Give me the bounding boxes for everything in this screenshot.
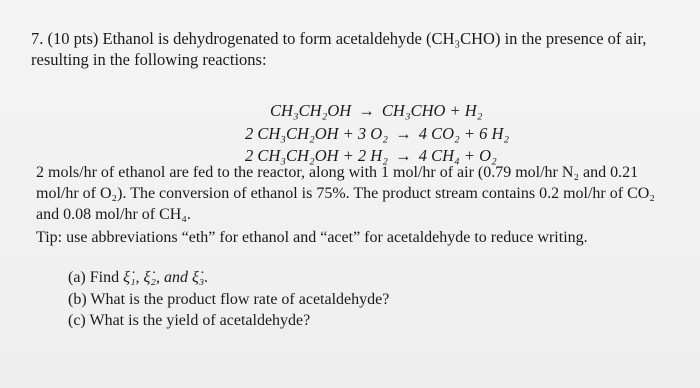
reaction-2	[245, 124, 509, 144]
problem-statement-line-1: 7. (10 pts) Ethanol is dehydrogenated to form acetaldehyde (CH₃CHO) in the presence of air,	[31, 29, 647, 48]
reaction-arrow: →	[395, 146, 412, 165]
problem-statement-line-2: resulting in the following reactions:	[31, 50, 267, 69]
reaction-2-products: 4 CO₂ + 6 H₂	[418, 124, 510, 143]
reaction-1-products: CH₃CHO + H₂	[381, 101, 483, 120]
question-a	[68, 268, 208, 288]
reaction-1-reactants: CH₃CH₂OH	[270, 101, 352, 120]
feed-description-line-3: and 0.08 mol/hr of CH₄.	[36, 206, 191, 223]
reaction-3-reactants: 2 CH₃CH₂OH + 2 H₂	[245, 146, 388, 165]
reaction-3-products: 4 CH₄ + O₂	[418, 146, 497, 165]
reaction-arrow: →	[395, 124, 412, 143]
reaction-arrow: →	[358, 101, 375, 120]
reaction-2-reactants: 2 CH₃CH₂OH + 3 O₂	[245, 124, 388, 143]
feed-description-line-1: 2 mols/hr of ethanol are fed to the reactor, along with 1 mol/hr of air (0.79 mol/hr N₂ and 0.21	[36, 164, 639, 181]
question-c: (c) What is the yield of acetaldehyde?	[68, 312, 311, 329]
reaction-1	[270, 101, 482, 121]
tip-text: Tip: use abbreviations “eth” for ethanol and “acet” for acetaldehyde to reduce writing.	[36, 229, 588, 246]
question-a-label: (a) Find	[68, 269, 124, 286]
question-b: (b) What is the product flow rate of acetaldehyde?	[68, 291, 390, 308]
extent-of-reaction-symbols: ξ̇₁, ξ̇₂, and ξ̇₃.	[123, 269, 209, 286]
feed-description-line-2: mol/hr of O₂). The conversion of ethanol is 75%. The product stream contains 0.2 mol/hr of CO₂	[36, 185, 655, 202]
